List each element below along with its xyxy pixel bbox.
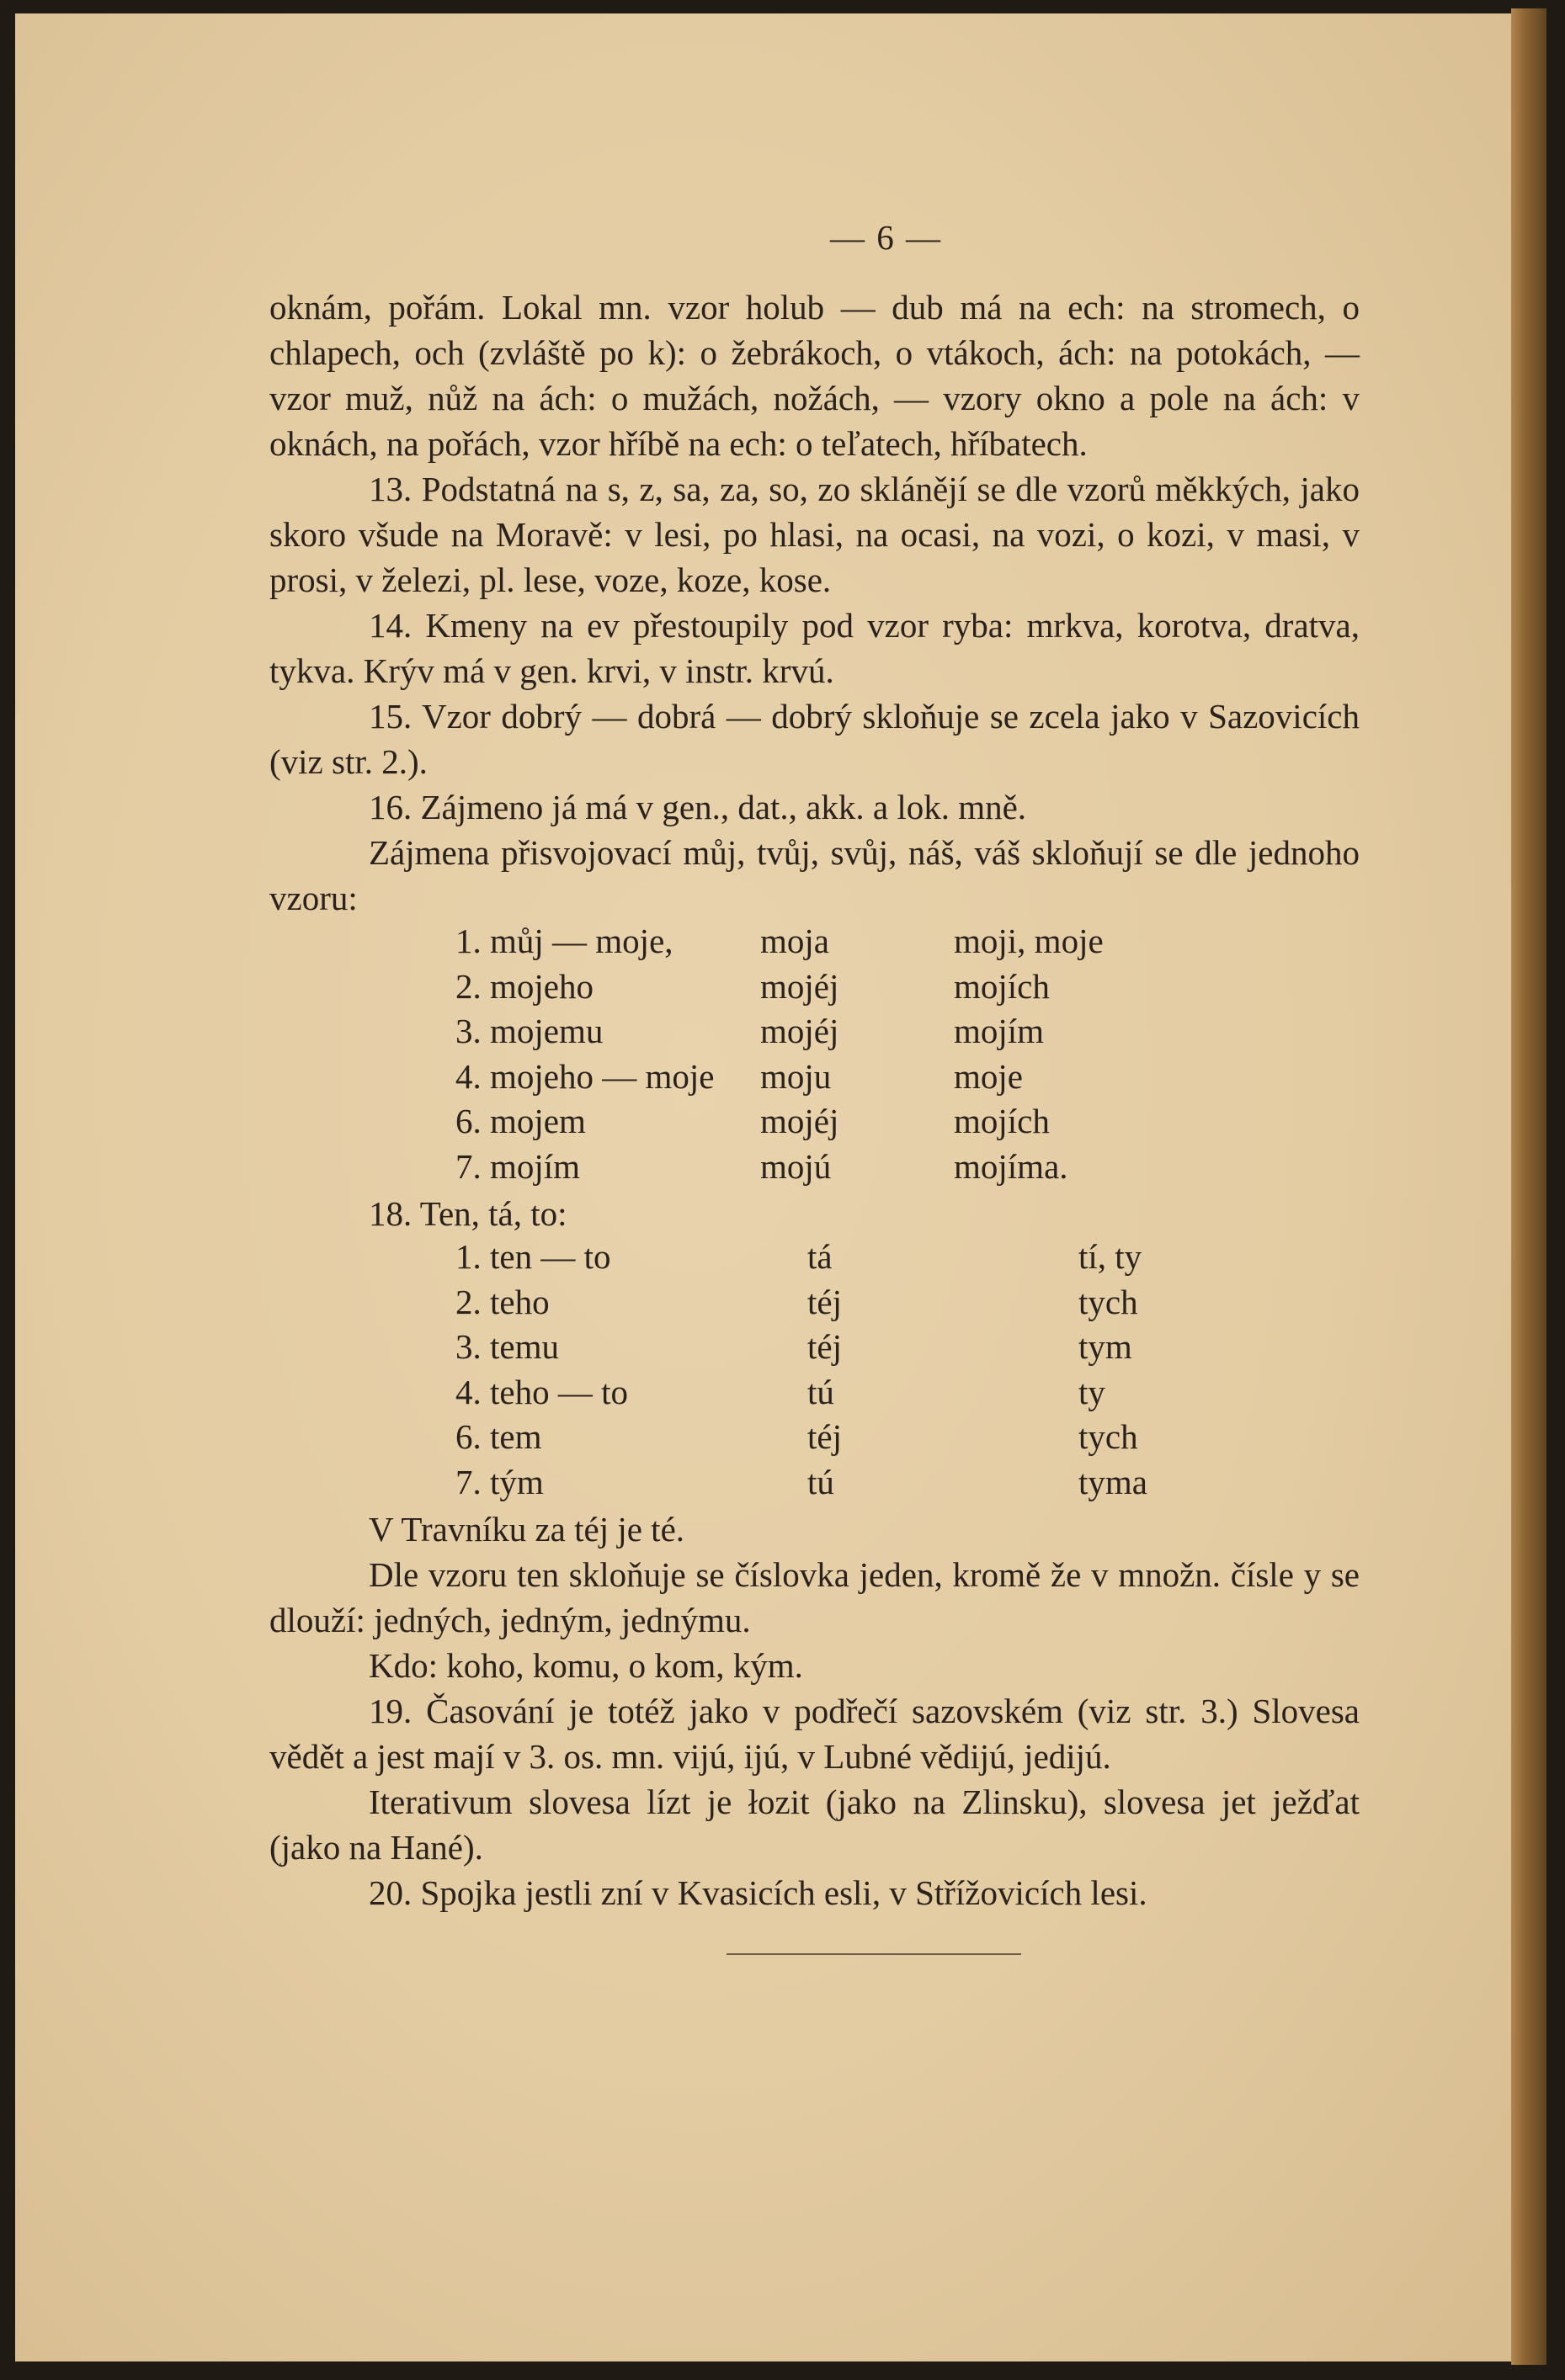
table-row: 4. teho — to tú ty (455, 1372, 1105, 1411)
declension-table-ten (455, 1236, 1147, 1506)
table-row: 7. mojím mojú mojíma. (455, 1146, 1068, 1186)
paragraph-iterativum: Iterativum slovesa lízt je łozit (jako na Zlinsku), slovesa jet ježďat (jako na Hané). (269, 1782, 1360, 1867)
page-number: — 6 — (830, 218, 942, 257)
closing-rule (727, 1953, 1021, 1955)
paragraph-18: 18. Ten, tá, to: (369, 1194, 567, 1233)
table-row: 1. můj — moje, moja moji, moje (455, 922, 1104, 960)
paragraph-13: 13. Podstatná na s, z, sa, za, so, zo sklánějí se dle vzorů měkkých, jako skoro všude na Moravě: v lesi, po hlasi, na ocasi, na vozi, o kozi, v masi, v prosi, v železi, pl. lese, voze, koze, kose. (269, 470, 1360, 599)
paragraph-zajmena: Zájmena přisvojovací můj, tvůj, svůj, náš, váš skloňují se dle jednoho vzoru: (269, 833, 1360, 917)
paragraph-travnik: V Travníku za téj je té. (369, 1510, 685, 1549)
table-row: 1. ten — to tá tí, ty (455, 1237, 1142, 1276)
table-row: 4. mojeho — moje moju moje (455, 1056, 1023, 1096)
table-row: 2. mojeho mojéj mojích (455, 966, 1050, 1006)
declension-table-muj (455, 921, 1104, 1191)
table-row: 7. tým tú tyma (455, 1462, 1147, 1501)
table-row: 3. mojemu mojéj mojím (455, 1012, 1045, 1050)
table-row: 2. teho téj tych (455, 1282, 1138, 1321)
table-row: 6. mojem mojéj mojích (455, 1102, 1050, 1140)
paragraph-14: 14. Kmeny na ev přestoupily pod vzor ryba: mrkva, korotva, dratva, tykva. Krýv má v gen. krvi, v instr. krvú. (269, 606, 1360, 690)
paragraph-kdo: Kdo: koho, komu, o kom, kým. (369, 1646, 803, 1685)
table-row: 3. temu téj tym (455, 1327, 1132, 1366)
paragraph-cislovka: Dle vzoru ten skloňuje se číslovka jeden, kromě že v množn. čísle y se dlouží: jedných, jedným, jednýmu. (269, 1555, 1360, 1639)
paragraph-16: 16. Zájmeno já má v gen., dat., akk. a lok. mně. (369, 788, 1027, 826)
table-row: 6. tem téj tych (455, 1417, 1138, 1456)
paragraph-19: 19. Časování je totéž jako v podřečí sazovském (viz str. 3.) Slovesa vědět a jest mají v 3. os. mn. vijú, ijú, v Lubné vědijú, jedijú. (269, 1692, 1360, 1776)
paragraph-lokal: oknám, pořám. Lokal mn. vzor holub — dub má na ech: na stromech, o chlapech, och (zvláště po k): o žebrákoch, o vtákoch, ách: na potokách, — vzor muž, nůž na ách: o mužách, nožách, — vzory okno a pole na ách: v oknách, na pořách, vzor hříbě na ech: o teľatech, hříbatech. (269, 288, 1360, 463)
paragraph-20: 20. Spojka jestli zní v Kvasicích esli, v Střížovicích lesi. (369, 1873, 1147, 1912)
book-spine (1511, 8, 1546, 2365)
paragraph-15: 15. Vzor dobrý — dobrá — dobrý skloňuje se zcela jako v Sazovicích (viz str. 2.). (269, 697, 1360, 781)
page-text (269, 217, 1360, 1955)
